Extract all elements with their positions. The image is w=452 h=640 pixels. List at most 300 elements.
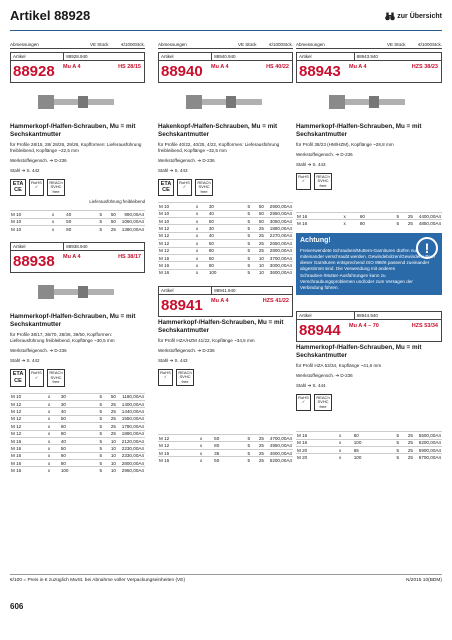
rohs-badge: RoHS ✓ [177, 179, 192, 196]
table-cell: 60 [60, 423, 89, 430]
table-cell: 25 [251, 225, 265, 232]
table-cell: 10 [251, 262, 265, 269]
table-cell: M 12 [10, 423, 47, 430]
table-cell: x [199, 442, 213, 449]
screw-image [10, 273, 145, 311]
table-cell: x [199, 435, 213, 442]
material-properties-link[interactable]: Werkstoffeigensch. ➔ D-236 [10, 348, 67, 354]
table-cell: M 10 [158, 218, 195, 225]
table-cell: 50 [60, 445, 89, 452]
table-cell: 25 [251, 435, 265, 442]
steel-link[interactable]: Stahl ➔ S. 442 [10, 168, 40, 174]
screw-image [10, 83, 145, 121]
steel-link[interactable]: Stahl ➔ S. 443 [158, 357, 188, 363]
table-cell: 4600,00A4 [265, 449, 293, 456]
rohs-badge: RoHS ✓ [296, 394, 311, 411]
table-row [158, 218, 293, 225]
table-cell: 2800,00A4 [117, 460, 145, 467]
footer-code: N/2015 10(BDM) [406, 578, 442, 583]
table-cell: 1380,00A4 [117, 226, 145, 233]
table-cell: 10 [103, 437, 117, 444]
table-cell: 40 [60, 437, 89, 444]
article-number: 88941 [161, 297, 203, 315]
table-cell: 50 [213, 457, 237, 464]
table-cell: M 16 [10, 460, 47, 467]
table-cell: M 16 [158, 269, 195, 276]
size-table-88941 [158, 434, 293, 464]
table-cell: 3050,00A4 [265, 218, 293, 225]
table-cell: 5 [237, 449, 251, 456]
table-cell: 50 [213, 435, 237, 442]
table-cell: 5 [237, 203, 251, 210]
article-number: 88938 [13, 253, 55, 271]
table-cell: M 12 [10, 430, 47, 437]
table-cell: 3600,00A4 [265, 269, 293, 276]
table-row [158, 269, 293, 276]
table-cell: x [47, 423, 60, 430]
certification-badges [158, 369, 293, 386]
table-cell: 5500,00A4 [414, 432, 442, 439]
reach-badge: REACh SVHC free [47, 179, 65, 196]
certification-badges [10, 369, 145, 386]
table-cell: x [338, 439, 353, 446]
table-row [296, 432, 442, 439]
table-cell: 4400,00A4 [414, 213, 442, 220]
table-cell: x [47, 460, 60, 467]
article-number: 88928 [13, 63, 55, 80]
table-cell: 5 [89, 430, 103, 437]
table-cell: 25 [251, 442, 265, 449]
table-cell: 25 [103, 415, 117, 422]
table-cell: 5 [89, 460, 103, 467]
table-cell: x [343, 213, 359, 220]
table-cell: 25 [103, 423, 117, 430]
table-cell: 25 [400, 432, 414, 439]
table-cell: x [51, 211, 65, 218]
profile-code: HZS 41/22 [262, 298, 289, 305]
footer-rule [10, 574, 442, 575]
table-cell: 4700,00A4 [265, 435, 293, 442]
table-cell: x [47, 437, 60, 444]
table-cell: 25 [400, 220, 414, 227]
table-cell: x [195, 232, 208, 239]
table-row [158, 225, 293, 232]
table-cell: 5 [89, 211, 103, 218]
table-cell: x [338, 432, 353, 439]
table-cell: M 12 [10, 415, 47, 422]
page-number: 606 [10, 602, 24, 611]
table-cell: 5 [89, 445, 103, 452]
table-cell: M 16 [296, 432, 338, 439]
table-cell: 50 [208, 254, 237, 261]
table-cell: 5 [386, 446, 400, 453]
table-cell: 40 [65, 211, 89, 218]
table-row [158, 457, 293, 464]
table-row [158, 232, 293, 239]
table-row [10, 408, 145, 415]
reach-badge: REACh SVHC free [47, 369, 65, 386]
rohs-badge: RoHS ✓ [29, 179, 44, 196]
table-cell: 5 [237, 218, 251, 225]
column-header: Abmessungen VE Stück €/1000Stck. [158, 42, 293, 47]
column-left: Abmessungen VE Stück €/1000Stck. Artikel 88928.940 88928 Mu A 4 HS 28/15 Hammerkopf-/Halfen-Schrauben, Mu = mit Sechskantmutter für Profile 28/15, 28/ 28/26, 29/26, Kopfformen: Lieferausführung freibleibend, Kopflänge ~22,5 mm Werkstoffeigensch. ➔ D-236 Stahl ➔ S. 442 ETA CE RoHS ✓ REACh SVHC free Lieferausführung freibleibend M 10 x 40 5 50 990,00A4 M 10 x 50 5 50 1060,00A4 M 10 x 80 5 25 1380,00A4 Artikel 88938.940 88938 Mu A 4 HS 38/17 Hammerkopf-/Halfen-Schrauben, Mu = mit Sechskantmutter für Profile 38/17, 36/70, 38/36, 39/50, Kopfformen: Lieferausführung freibleibend, Kopflänge ~30,5 mm Werkstoffeigensch. ➔ D-236 Stahl ➔ S. 442 ETA CE RoHS ✓ REACh SVHC free M 10 x 30 5 50 1180,00A4 M 12 x 30 5 25 1400,00A4 M 12 x 40 5 25 1440,00A4 M 12 x 50 5 25 1550,00A4 M 12 x 60 5 25 1780,00A4 M 12 x 80 5 25 1880,00A4 M 16 x 40 5 10 2120,00A4 M 16 x 50 5 10 2230,00A4 M 16 x 60 5 10 2330,00A4 M 16 x 80 5 10 2800,00A4 M 16 x 100 5 10 2950,00A4 [10, 42, 145, 474]
table-row [158, 262, 293, 269]
table-cell: M 20 [296, 454, 338, 461]
table-cell: 60 [359, 213, 386, 220]
table-cell: 5 [89, 218, 103, 225]
column-middle: Abmessungen VE Stück €/1000Stck. Artikel 88940.940 88940 Mu A 4 HS 40/22 Hakenkopf-/Halfen-Schrauben, Mu = mit Sechskantmutter für Profile 40/22, 40/25, 4/22, Kopfformen: Lieferausführung freibleibend, Kopflänge ~32,5 mm Werkstoffeigensch. ➔ D-236 Stahl ➔ S. 443 ETA CE RoHS ✓ REACh SVHC free M 10 x 30 5 50 2900,00A4 M 10 x 40 5 50 2950,00A4 M 10 x 50 5 50 3050,00A4 M 12 x 30 5 25 1880,00A4 M 12 x 40 5 25 2270,00A4 M 12 x 50 5 25 2650,00A4 M 12 x 80 5 25 2800,00A4 M 16 x 50 5 10 3700,00A4 M 16 x 80 5 10 3000,00A4 M 16 x 100 5 10 3600,00A4 Artikel 88941.940 88941 Mu A 4 HZS 41/22 Hammerkopf-/Halfen-Schrauben, Mu = mit Sechskantmutter für Profil HZA/HZM 41/22, Kopflänge ~34,5 mm Werkstoffeigensch. ➔ D-236 Stahl ➔ S. 443 RoHS ✓ REACh SVHC free M 12 x 50 5 25 4700,00A4 M 12 x 80 5 25 4950,00A4 M 16 x 35 5 25 4600,00A4 M 16 x 50 5 25 5200,00A4 [158, 42, 293, 463]
steel-link[interactable]: Stahl ➔ S. 442 [10, 358, 40, 364]
steel-link[interactable]: Stahl ➔ S. 443 [296, 161, 326, 167]
table-cell: 5 [89, 401, 103, 408]
rohs-badge: RoHS ✓ [158, 369, 173, 386]
table-cell: 80 [359, 220, 386, 227]
table-cell: M 12 [158, 232, 195, 239]
material-properties-link[interactable]: Werkstoffeigensch. ➔ D-236 [10, 158, 67, 164]
table-cell: 100 [353, 439, 386, 446]
profile-code: HZS 38/23 [411, 64, 438, 70]
table-cell: 2650,00A4 [265, 240, 293, 247]
table-cell: x [338, 454, 353, 461]
material-properties-link[interactable]: Werkstoffeigensch. ➔ D-236 [296, 373, 353, 379]
article-number: 88944 [299, 322, 341, 340]
table-cell: 5 [89, 467, 103, 474]
material: Mu A 4 [63, 61, 118, 70]
table-cell: 10 [103, 452, 117, 459]
table-cell: 1180,00A4 [117, 393, 145, 400]
table-cell: 5 [237, 225, 251, 232]
table-cell: x [195, 218, 208, 225]
table-row [10, 467, 145, 474]
table-cell: 5 [237, 232, 251, 239]
table-cell: x [51, 218, 65, 225]
table-cell: M 16 [10, 452, 47, 459]
table-cell: x [199, 449, 213, 456]
table-cell: 25 [103, 408, 117, 415]
table-cell: x [47, 467, 60, 474]
table-row [158, 449, 293, 456]
table-cell: x [195, 262, 208, 269]
table-cell: 1440,00A4 [117, 408, 145, 415]
table-cell: M 16 [296, 220, 343, 227]
table-row [296, 454, 442, 461]
steel-link[interactable]: Stahl ➔ S. 443 [158, 168, 188, 174]
table-cell: M 10 [10, 393, 47, 400]
material: Mu A 4 [211, 61, 266, 70]
table-cell: 2900,00A4 [265, 203, 293, 210]
table-cell: 2950,00A4 [117, 467, 145, 474]
certification-badges [10, 179, 145, 196]
size-table-88938 [10, 393, 145, 474]
table-row [296, 446, 442, 453]
table-cell: 5 [237, 442, 251, 449]
article-box-88938: Artikel 88938.940 88938 Mu A 4 HS 38/17 [10, 242, 145, 273]
table-cell: x [51, 226, 65, 233]
table-cell: 1780,00A4 [117, 423, 145, 430]
table-cell: 2950,00A4 [265, 210, 293, 217]
table-cell: 4950,00A4 [265, 442, 293, 449]
table-row [158, 203, 293, 210]
table-cell: 25 [251, 247, 265, 254]
table-cell: 100 [208, 269, 237, 276]
table-cell: 80 [208, 262, 237, 269]
table-cell: 25 [400, 454, 414, 461]
table-cell: M 12 [158, 240, 195, 247]
table-cell: 5 [89, 393, 103, 400]
table-cell: 40 [208, 210, 237, 217]
table-cell: x [47, 408, 60, 415]
table-row [158, 442, 293, 449]
table-row [10, 430, 145, 437]
table-cell: x [47, 401, 60, 408]
table-cell: 40 [60, 408, 89, 415]
table-cell: 5900,00A4 [414, 446, 442, 453]
table-cell: 10 [103, 467, 117, 474]
table-cell: M 12 [158, 442, 199, 449]
table-cell: 6200,00A4 [414, 439, 442, 446]
table-cell: 100 [353, 454, 386, 461]
table-cell: 50 [208, 218, 237, 225]
table-cell: 2270,00A4 [265, 232, 293, 239]
table-cell: 50 [251, 210, 265, 217]
size-table-88944 [296, 431, 442, 461]
table-cell: 5 [89, 423, 103, 430]
table-cell: 25 [103, 226, 117, 233]
table-cell: 5 [237, 457, 251, 464]
table-cell: 50 [251, 218, 265, 225]
table-row [296, 220, 442, 227]
table-row [158, 435, 293, 442]
certification-badges [158, 179, 293, 196]
table-cell: 100 [60, 467, 89, 474]
article-box-88940: Artikel 88940.940 88940 Mu A 4 HS 40/22 [158, 52, 293, 83]
table-cell: M 10 [10, 211, 51, 218]
eta-ce-badge: ETA CE [158, 179, 174, 196]
table-cell: 50 [65, 218, 89, 225]
table-row [10, 415, 145, 422]
table-cell: x [195, 203, 208, 210]
table-cell: M 16 [296, 213, 343, 220]
table-cell: 80 [208, 247, 237, 254]
table-cell: M 10 [10, 218, 51, 225]
table-cell: 1400,00A4 [117, 401, 145, 408]
article-box-88943: Artikel 88943.940 88943 Mu A 4 HZS 38/23 [296, 52, 442, 83]
title-rule [10, 30, 442, 31]
table-cell: M 12 [158, 225, 195, 232]
table-cell: 5 [237, 262, 251, 269]
certification-badges [296, 394, 442, 411]
material: Mu A 4 [211, 295, 263, 304]
table-cell: 5 [237, 210, 251, 217]
table-cell: M 16 [158, 457, 199, 464]
table-cell: M 16 [10, 467, 47, 474]
article-number: 88940 [161, 63, 203, 80]
table-cell: 5 [89, 408, 103, 415]
table-cell: 25 [251, 457, 265, 464]
table-cell: 5 [89, 452, 103, 459]
attention-box: ! Achtung! Freiverwendete Schrauben/Muttern-Garnituren dürfen nur miteinander verschraubt werden. Gewindebolzen/Gewindemuttern dieser Garnituren entsprechend ISO 898/6 passend zueinander abgestimmt sind. Die Verwendung mit anderen Schrauben-/Mutter-Ausführungen kann zu Verschraubungsproblemen und/oder zum Versagen der Verbindung führen. [296, 233, 442, 295]
profile-code: HS 38/17 [118, 254, 141, 261]
table-cell: M 20 [296, 446, 338, 453]
table-cell: 25 [251, 449, 265, 456]
table-cell: 2120,00A4 [117, 437, 145, 444]
reach-badge: REACh SVHC free [314, 173, 332, 190]
screw-image [158, 83, 293, 121]
table-row [10, 452, 145, 459]
table-cell: M 10 [158, 203, 195, 210]
table-cell: 65 [353, 446, 386, 453]
table-cell: M 16 [296, 439, 338, 446]
table-cell: 30 [208, 225, 237, 232]
table-cell: 50 [103, 218, 117, 225]
table-cell: M 16 [158, 449, 199, 456]
table-cell: x [47, 445, 60, 452]
table-cell: 50 [60, 415, 89, 422]
table-cell: 2800,00A4 [265, 247, 293, 254]
table-cell: x [47, 415, 60, 422]
table-cell: 3000,00A4 [265, 262, 293, 269]
size-table-88940 [158, 202, 293, 276]
table-cell: 80 [65, 226, 89, 233]
table-cell: x [195, 210, 208, 217]
table-cell: M 12 [10, 408, 47, 415]
table-cell: 50 [208, 240, 237, 247]
table-cell: M 12 [10, 401, 47, 408]
table-cell: 25 [103, 430, 117, 437]
table-cell: x [47, 430, 60, 437]
article-box-88944: Artikel 88944.940 88944 Mu A 4 – 70 HZS 53/34 [296, 311, 442, 342]
table-cell: 80 [60, 460, 89, 467]
page-title: Artikel 88928 [10, 8, 91, 23]
rohs-badge: RoHS ✓ [296, 173, 311, 190]
column-header: Abmessungen VE Stück €/1000Stck. [296, 42, 442, 47]
material-properties-link[interactable]: Werkstoffeigensch. ➔ D-236 [158, 158, 215, 164]
reach-badge: REACh SVHC free [314, 394, 332, 411]
table-cell: 5 [237, 240, 251, 247]
table-cell: 1880,00A4 [265, 225, 293, 232]
article-box-88941: Artikel 88941.940 88941 Mu A 4 HZS 41/22 [158, 286, 293, 317]
overview-link[interactable] [385, 12, 442, 21]
table-row [10, 423, 145, 430]
table-cell: M 16 [158, 262, 195, 269]
table-cell: 5 [386, 454, 400, 461]
table-cell: 990,00A4 [117, 211, 145, 218]
table-cell: M 12 [158, 247, 195, 254]
table-cell: 5 [386, 439, 400, 446]
profile-code: HS 28/15 [118, 64, 141, 70]
table-cell: 2330,00A4 [117, 452, 145, 459]
column-header: Abmessungen VE Stück €/1000Stck. [10, 42, 145, 47]
eta-ce-badge: ETA CE [10, 369, 26, 386]
eta-ce-badge: ETA CE [10, 179, 26, 196]
table-cell: M 10 [10, 226, 51, 233]
table-cell: 5 [237, 247, 251, 254]
column-right: Abmessungen VE Stück €/1000Stck. Artikel 88943.940 88943 Mu A 4 HZS 38/23 Hammerkopf-/Halfen-Schrauben, Mu = mit Sechskantmutter für Profil 38/23 (HM/HZM), Kopflänge ~28,8 mm Werkstoffeigensch. ➔ D-236 Stahl ➔ S. 443 RoHS ✓ REACh SVHC free M 16 x 60 5 25 4400,00A4 M 16 x 80 5 25 4850,00A4 ! Achtung! Freiverwendete Schrauben/Muttern-Garnituren dürfen nur miteinander verschraubt werden. Gewindebolzen/Gewindemuttern dieser Garnituren entsprechend ISO 898/6 passend zueinander abgestimmt sind. Die Verwendung mit anderen Schrauben-/Mutter-Ausführungen kann zu Verschraubungsproblemen und/oder zum Versagen der Verbindung führen. Artikel 88944.940 88944 Mu A 4 – 70 HZS 53/34 Hammerkopf-/Halfen-Schrauben, Mu = mit Sechskantmutter für Profil HZA 53/34, Kopflänge ~41,6 mm Werkstoffeigensch. ➔ D-236 Stahl ➔ S. 444 RoHS ✓ REACh SVHC free M 16 x 60 5 25 5500,00A4 M 16 x 100 5 25 6200,00A4 M 20 x 65 5 25 5900,00A4 M 20 x 100 5 25 6700,00A4 [296, 42, 442, 461]
material: Mu A 4 – 70 [349, 320, 412, 329]
table-cell: 10 [251, 269, 265, 276]
table-cell: 25 [103, 401, 117, 408]
article-number: 88943 [299, 63, 341, 80]
table-cell: 25 [400, 446, 414, 453]
table-cell: 5 [89, 415, 103, 422]
table-row [10, 218, 145, 225]
table-cell: x [338, 446, 353, 453]
table-cell: 30 [60, 401, 89, 408]
steel-link[interactable]: Stahl ➔ S. 444 [296, 383, 326, 389]
profile-code: HS 40/22 [266, 64, 289, 70]
table-cell: 50 [103, 393, 117, 400]
table-cell: 5 [237, 435, 251, 442]
table-cell: M 16 [10, 437, 47, 444]
exclamation-icon: ! [416, 237, 438, 259]
table-row [158, 240, 293, 247]
table-row [158, 210, 293, 217]
table-cell: 50 [251, 203, 265, 210]
table-cell: 1880,00A4 [117, 430, 145, 437]
table-cell: 10 [103, 460, 117, 467]
table-cell: x [195, 269, 208, 276]
table-row [10, 401, 145, 408]
reach-badge: REACh SVHC free [195, 179, 213, 196]
footer-note: €/100 = Preis in € zuzüglich MwSt. bei Abnahme voller Verpackungseinheiten (VE) [10, 578, 186, 583]
rohs-badge: RoHS ✓ [29, 369, 44, 386]
table-row [296, 213, 442, 220]
table-cell: 5 [386, 220, 400, 227]
table-row [10, 445, 145, 452]
table-cell: 4850,00A4 [414, 220, 442, 227]
table-cell: 5200,00A4 [265, 457, 293, 464]
certification-badges [296, 173, 442, 190]
table-row [296, 439, 442, 446]
table-cell: 10 [251, 254, 265, 261]
table-row [10, 393, 145, 400]
table-row [10, 460, 145, 467]
table-cell: 25 [400, 439, 414, 446]
material: Mu A 4 [63, 251, 118, 260]
table-cell: x [47, 452, 60, 459]
size-table-88928 [10, 210, 145, 232]
table-cell: 5 [386, 432, 400, 439]
table-cell: x [195, 254, 208, 261]
table-cell: 10 [103, 445, 117, 452]
reach-badge: REACh SVHC free [176, 369, 194, 386]
table-cell: 80 [213, 442, 237, 449]
table-cell: M 16 [158, 254, 195, 261]
table-row [158, 247, 293, 254]
material-properties-link[interactable]: Werkstoffeigensch. ➔ D-236 [296, 151, 353, 157]
table-cell: 30 [60, 393, 89, 400]
table-cell: 5 [237, 269, 251, 276]
overview-link-label: zur Übersicht [397, 13, 442, 20]
table-cell: M 16 [10, 445, 47, 452]
table-cell: 60 [353, 432, 386, 439]
profile-code: HZS 53/34 [411, 323, 438, 330]
screw-image [296, 83, 442, 121]
table-row [10, 437, 145, 444]
table-cell: 25 [251, 240, 265, 247]
table-cell: 2230,00A4 [117, 445, 145, 452]
table-row [10, 211, 145, 218]
table-cell: 1060,00A4 [117, 218, 145, 225]
table-cell: 5 [89, 437, 103, 444]
material-properties-link[interactable]: Werkstoffeigensch. ➔ D-236 [158, 347, 215, 353]
table-row [10, 226, 145, 233]
table-cell: 5 [89, 226, 103, 233]
table-cell: x [195, 247, 208, 254]
table-cell: 60 [60, 452, 89, 459]
table-cell: 30 [208, 203, 237, 210]
table-cell: 6700,00A4 [414, 454, 442, 461]
